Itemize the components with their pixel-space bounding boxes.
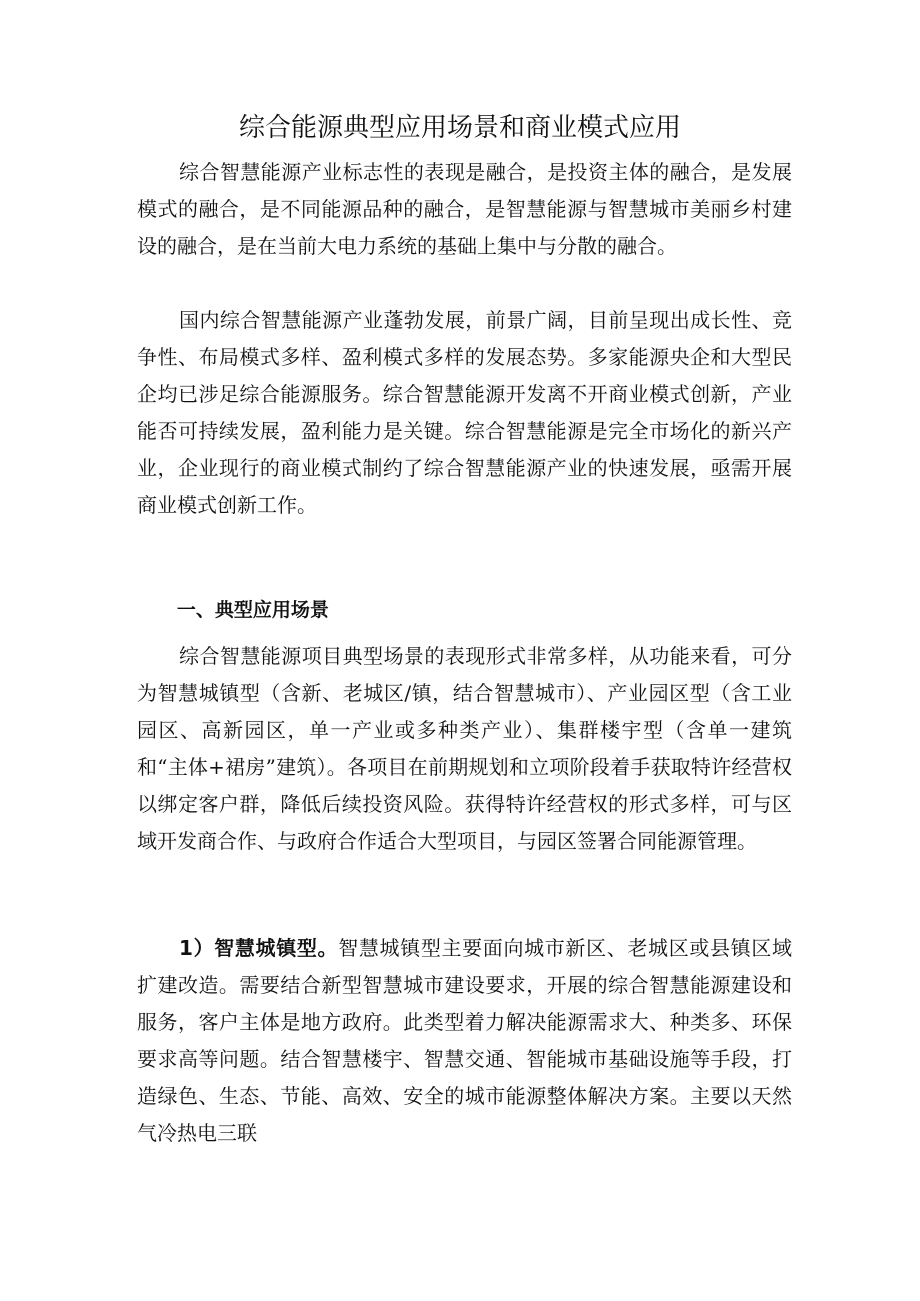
section-heading-1: 一、典型应用场景 xyxy=(176,599,329,621)
paragraph-2: 国内综合智慧能源产业蓬勃发展，前景广阔，目前呈现出成长性、竞争性、布局模式多样、盈利模式多样的发展态势。多家能源央企和大型民企均已涉足综合能源服务。综合智慧能源开发离不开商业模式创新，产业能否可持续发展，盈利能力是关键。综合智慧能源是完全市场化的新兴产业，企业现行的商业模式制约了综合智慧能源产业的快速发展，亟需开展商业模式创新工作。 xyxy=(137,308,792,517)
paragraph-4 xyxy=(137,930,792,1152)
subsection-lead: 1）智慧城镇型。 xyxy=(179,936,339,960)
document-title: 综合能源典型应用场景和商业模式应用 xyxy=(238,113,681,143)
paragraph-4-text: 智慧城镇型主要面向城市新区、老城区或县镇区域扩建改造。需要结合新型智慧城市建设要求，开展的综合智慧能源建设和服务，客户主体是地方政府。此类型着力解决能源需求大、种类多、环保要求高等问题。结合智慧楼宇、智慧交通、智能城市基础设施等手段，打造绿色、生态、节能、高效、安全的城市能源整体解决方案。主要以天然气冷热电三联 xyxy=(137,936,793,1145)
paragraph-3: 综合智慧能源项目典型场景的表现形式非常多样，从功能来看，可分为智慧城镇型（含新、老城区/镇，结合智慧城市）、产业园区型（含工业园区、高新园区，单一产业或多种类产业）、集群楼宇型（含单一建筑和“主体+裙房”建筑）。各项目在前期规划和立项阶段着手获取特许经营权以绑定客户群，降低后续投资风险。获得特许经营权的形式多样，可与区域开发商合作、与政府合作适合大型项目，与园区签署合同能源管理。 xyxy=(137,644,792,853)
paragraph-1: 综合智慧能源产业标志性的表现是融合，是投资主体的融合，是发展模式的融合，是不同能源品种的融合，是智慧能源与智慧城市美丽乡村建设的融合，是在当前大电力系统的基础上集中与分散的融合。 xyxy=(137,160,792,258)
